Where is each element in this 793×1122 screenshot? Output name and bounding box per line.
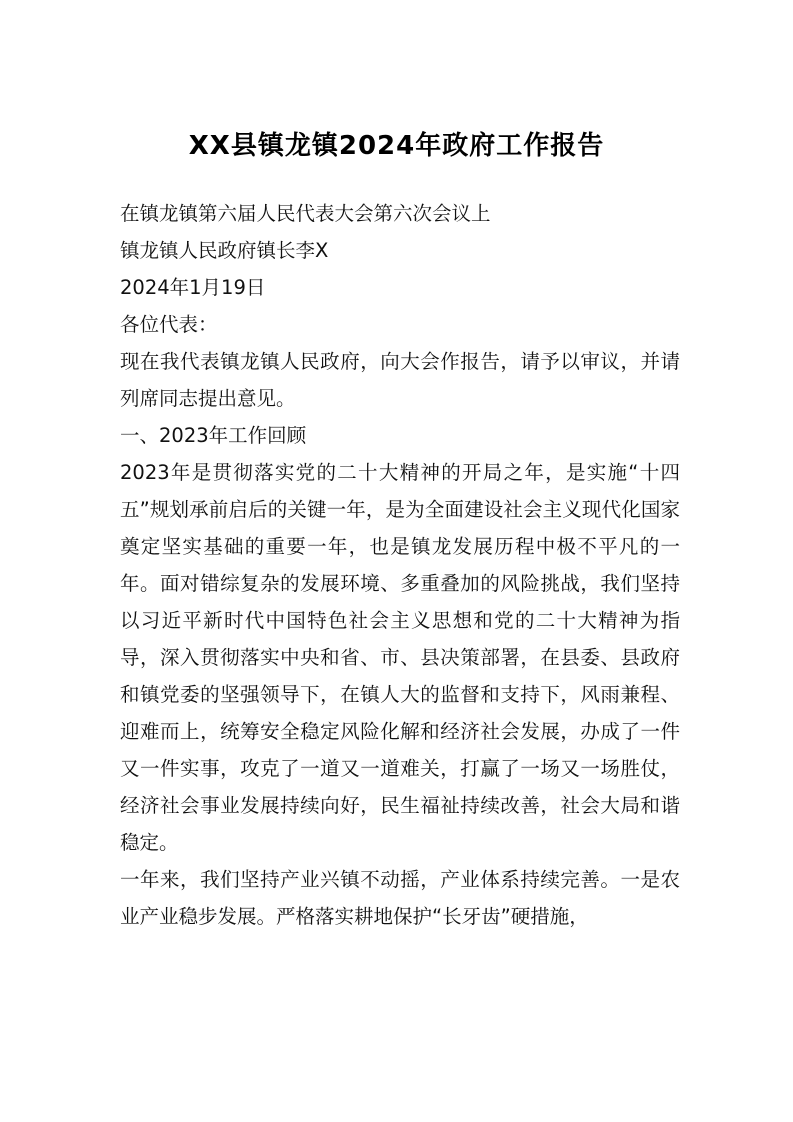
body-paragraph: 一年来，我们坚持产业兴镇不动摇，产业体系持续完善。一是农业产业稳步发展。严格落实耕地保护“长牙齿”硬措施， [120,868,680,928]
body-paragraph: 现在我代表镇龙镇人民政府，向大会作报告，请予以审议，并请列席同志提出意见。 [120,350,680,410]
document-title: XX县镇龙镇2024年政府工作报告 [188,131,605,161]
meeting-line: 在镇龙镇第六届人民代表大会第六次会议上 [120,202,491,225]
section-heading: 一、2023年工作回顾 [120,424,307,447]
date-line: 2024年1月19日 [120,276,266,299]
speaker-line: 镇龙镇人民政府镇长李X [120,239,329,262]
body-paragraph: 2023年是贯彻落实党的二十大精神的开局之年，是实施“十四五”规划承前启后的关键一年，是为全面建设社会主义现代化国家奠定坚实基础的重要一年，也是镇龙发展历程中极不平凡的一年。面对错综复杂的发展环境、多重叠加的风险挑战，我们坚持以习近平新时代中国特色社会主义思想和党的二十大精神为指导，深入贯彻落实中央和省、市、县决策部署，在县委、县政府和镇党委的坚强领导下，在镇人大的监督和支持下，风雨兼程、迎难而上，统筹安全稳定风险化解和经济社会发展，办成了一件又一件实事，攻克了一道又一道难关，打赢了一场又一场胜仗，经济社会事业发展持续向好，民生福祉持续改善，社会大局和谐稳定。 [120,461,680,854]
salutation-line: 各位代表： [120,313,218,336]
document-body [120,195,680,935]
